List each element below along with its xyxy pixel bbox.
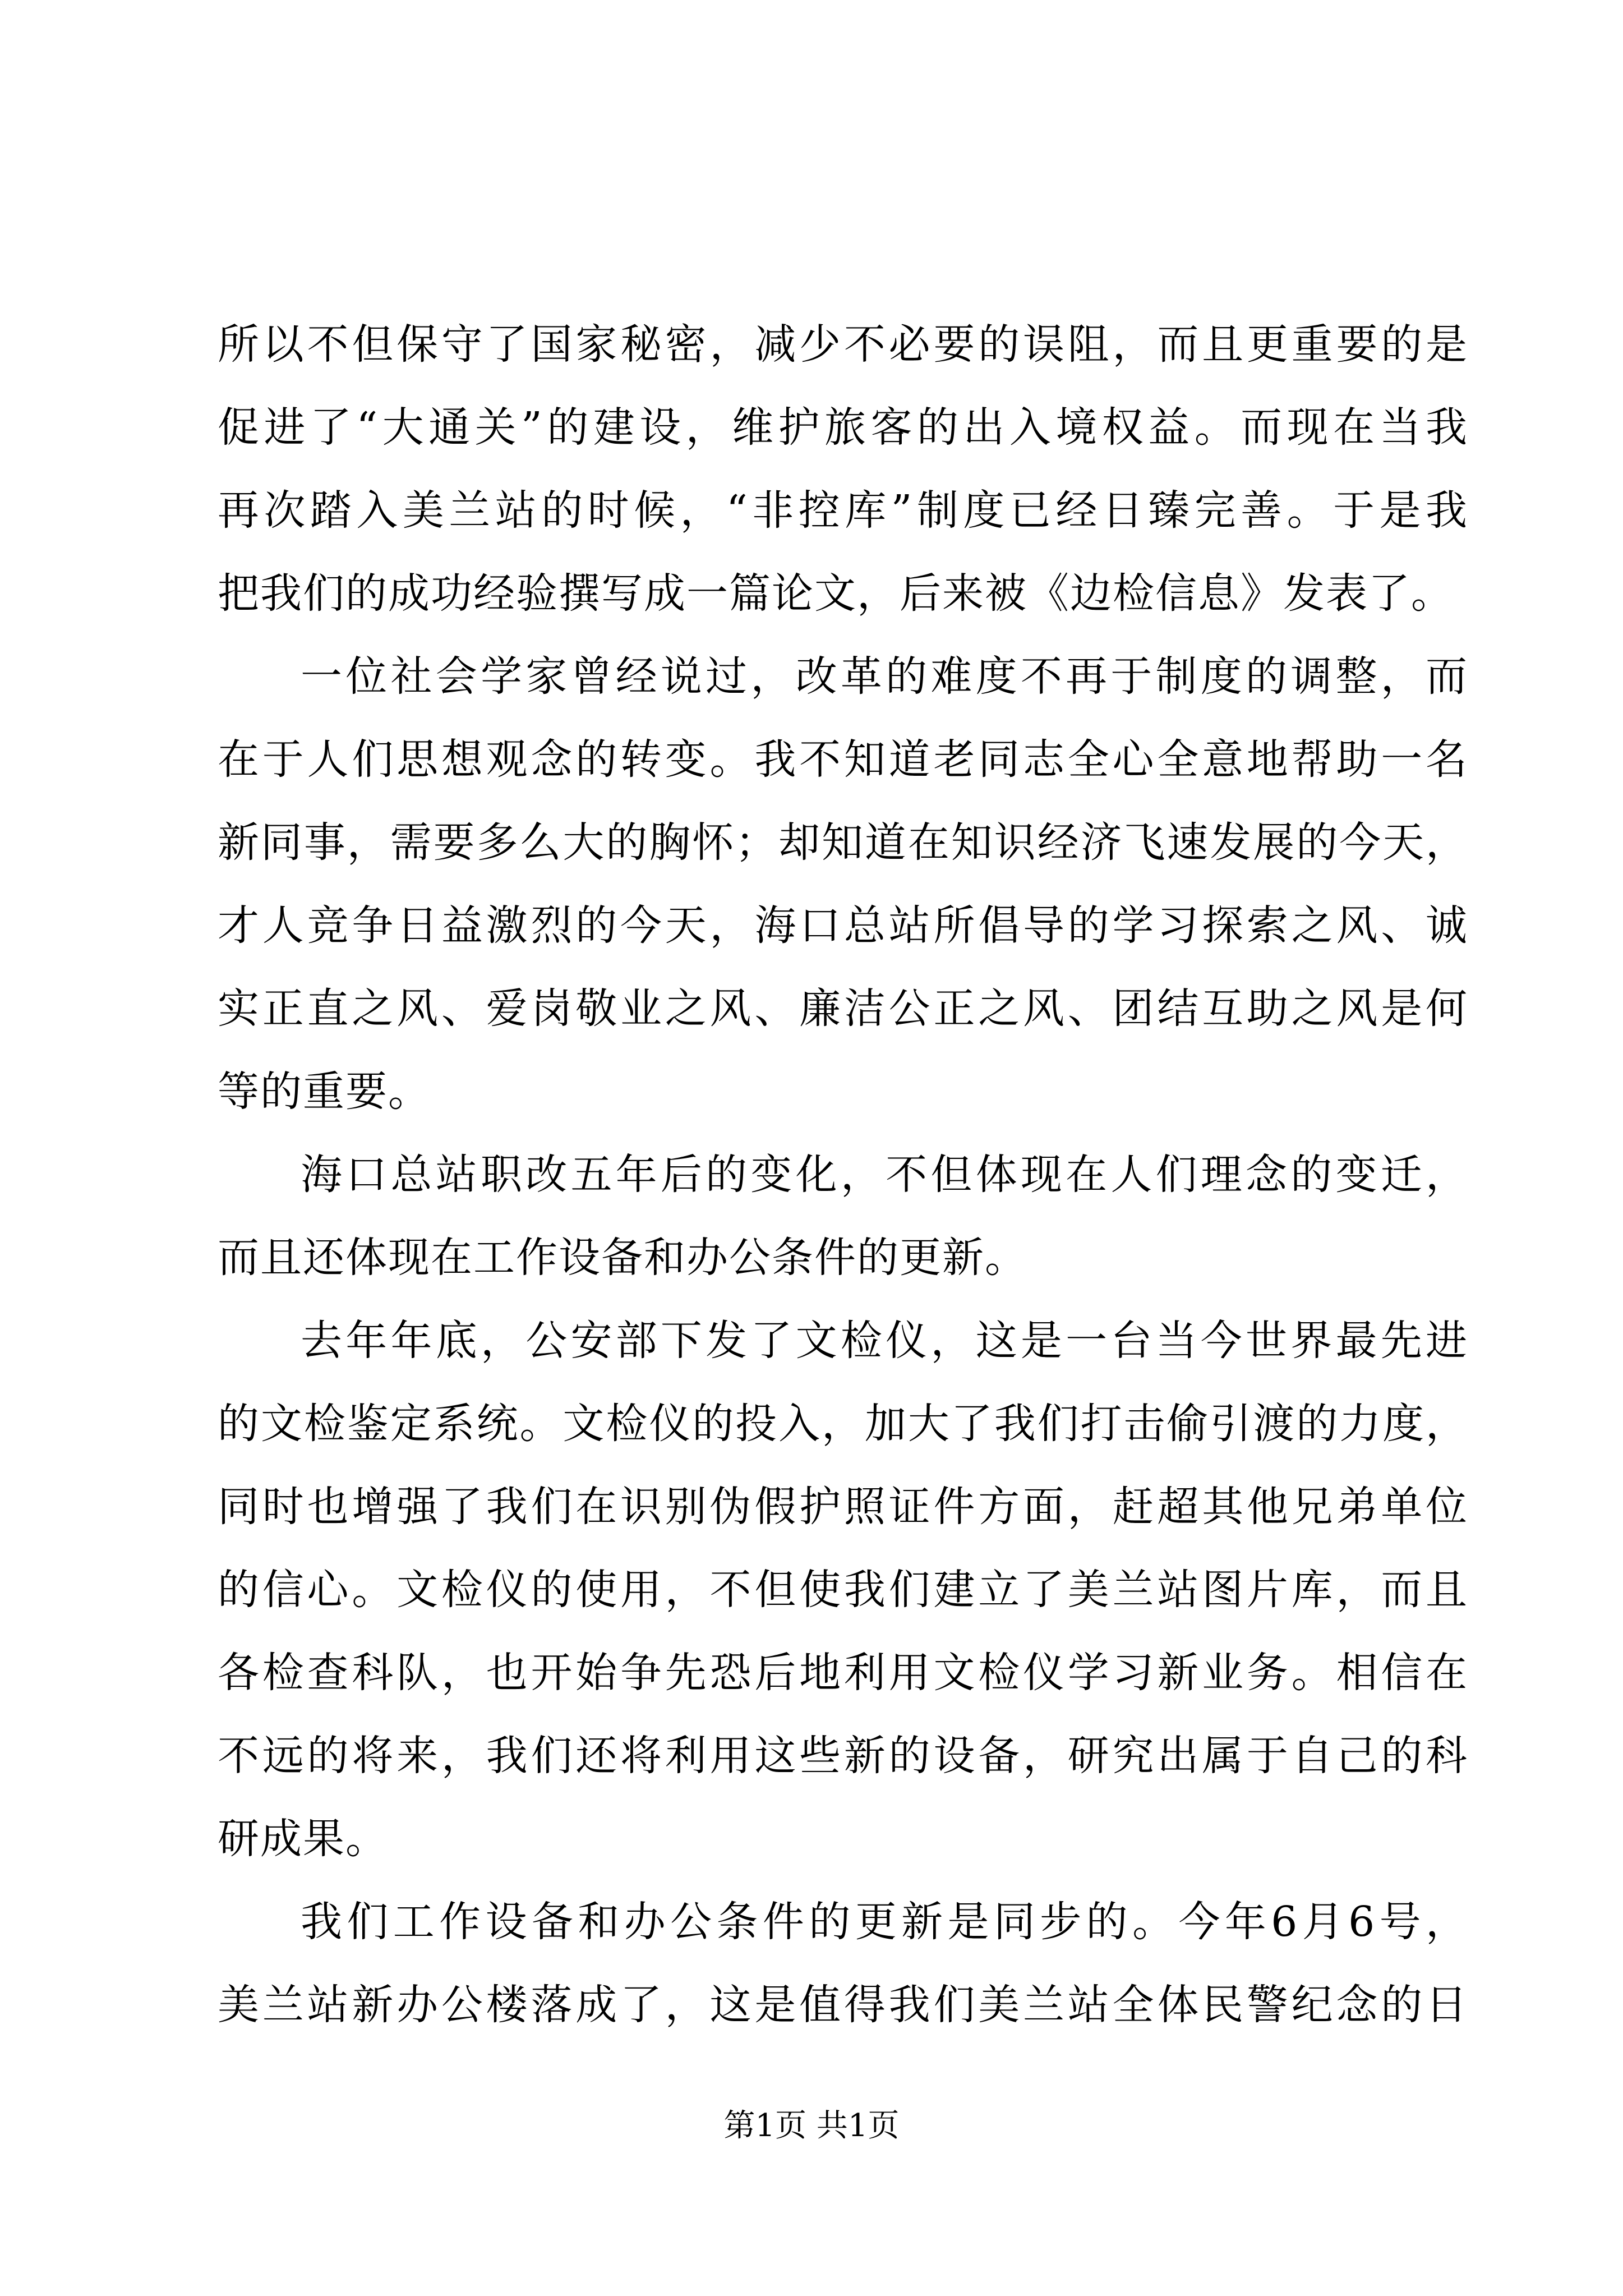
text-line: 不远的将来，我们还将利用这些新的设备，研究出属于自己的科 [218,1732,1468,1780]
text-line: 同时也增强了我们在识别伪假护照证件方面，赶超其他兄弟单位 [218,1483,1468,1531]
text-line: 把我们的成功经验撰写成一篇论文，后来被《边检信息》发表了。 [218,569,1454,618]
text-line: 在于人们思想观念的转变。我不知道老同志全心全意地帮助一名 [218,735,1468,784]
text-line: 等的重要。 [218,1068,431,1116]
text-line: 所以不但保守了国家秘密，减少不必要的误阻，而且更重要的是 [218,320,1468,369]
text-line: 我们工作设备和办公条件的更新是同步的。今年6月6号， [301,1898,1468,1946]
text-line: 去年年底，公安部下发了文检仪，这是一台当今世界最先进 [301,1317,1468,1365]
text-line: 实正直之风、爱岗敬业之风、廉洁公正之风、团结互助之风是何 [218,984,1468,1033]
text-line: 才人竞争日益激烈的今天，海口总站所倡导的学习探索之风、诚 [218,901,1468,950]
page-footer [0,2106,1623,2146]
text-line: 而且还体现在工作设备和办公条件的更新。 [218,1234,1027,1282]
text-line: 的信心。文检仪的使用，不但使我们建立了美兰站图片库，而且 [218,1566,1468,1614]
text-line: 美兰站新办公楼落成了，这是值得我们美兰站全体民警纪念的日 [218,1981,1468,2029]
text-line: 促进了“大通关”的建设，维护旅客的出入境权益。而现在当我 [218,403,1468,452]
text-line: 再次踏入美兰站的时候，“非控库”制度已经日臻完善。于是我 [218,486,1468,535]
text-line: 的文检鉴定系统。文检仪的投入，加大了我们打击偷引渡的力度， [218,1400,1468,1448]
text-line: 新同事，需要多么大的胸怀；却知道在知识经济飞速发展的今天， [218,818,1468,867]
page-number: 第1页 共1页 [723,2108,900,2144]
text-line: 一位社会学家曾经说过，改革的难度不再于制度的调整，而 [301,652,1468,701]
text-line: 研成果。 [218,1815,388,1863]
text-line: 各检查科队，也开始争先恐后地利用文检仪学习新业务。相信在 [218,1649,1468,1697]
body-text [218,303,1468,2046]
text-line: 海口总站职改五年后的变化，不但体现在人们理念的变迁， [301,1151,1468,1199]
